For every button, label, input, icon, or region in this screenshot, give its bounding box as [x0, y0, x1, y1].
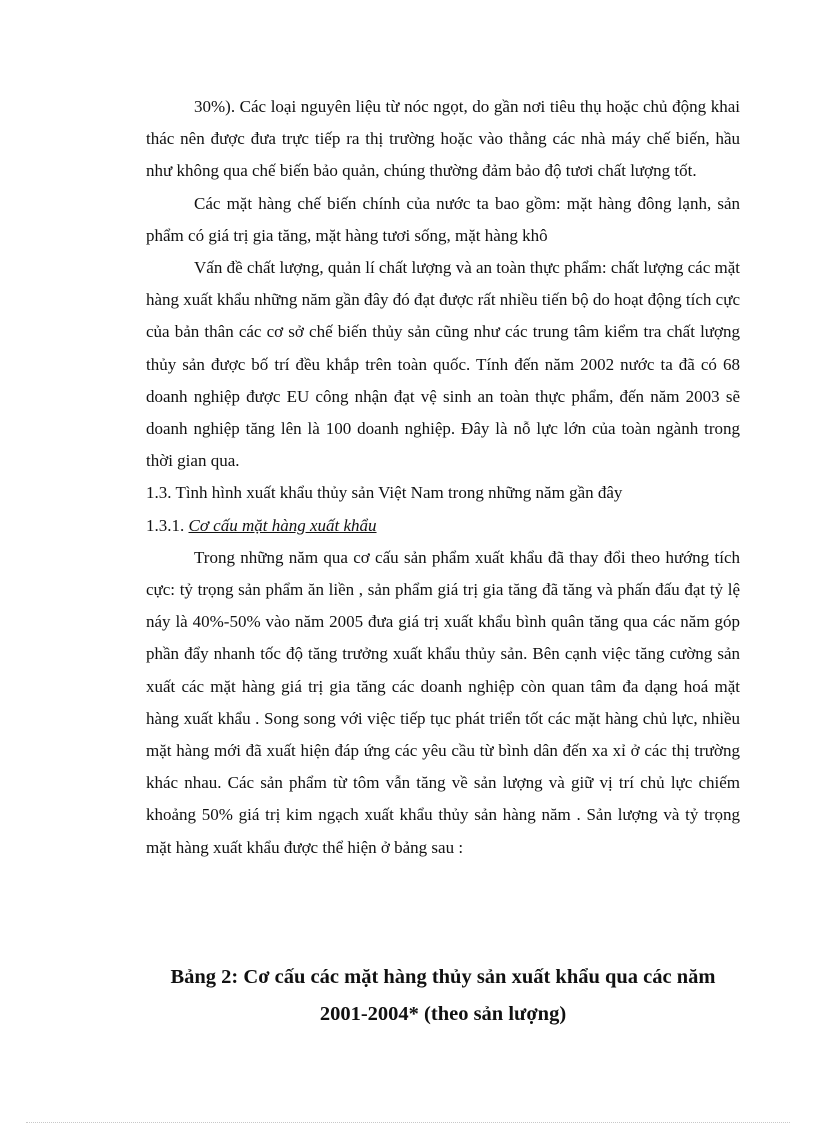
table-caption-line-2: 2001-2004* (theo sản lượng) [319, 1003, 567, 1025]
section-number: 1.3.1. [146, 515, 189, 535]
document-page [146, 91, 740, 1025]
section-subtitle: Cơ cấu mặt hàng xuất khẩu [188, 515, 377, 535]
paragraph-main-products: Các mặt hàng chế biến chính của nước ta bao gồm: mặt hàng đông lạnh, sản phẩm có giá trị gia tăng, mặt hàng tươi sống, mặt hàng khô [146, 193, 740, 245]
paragraph-export-structure: Trong những năm qua cơ cấu sản phẩm xuất khẩu đã thay đổi theo hướng tích cực: tỷ trọng sản phẩm ăn liền , sản phẩm giá trị gia tăng đã tăng và phấn đấu đạt tỷ lệ náy là 40%-50% vào năm 2005 đưa giá trị xuất khẩu bình quân tăng qua các năm góp phần đẩy nhanh tốc độ tăng trưởng xuất khẩu thủy sản. Bên cạnh việc tăng cường sản xuất các mặt hàng giá trị gia tăng các doanh nghiệp còn quan tâm đa dạng hoá mặt hàng xuất khẩu . Song song với việc tiếp tục phát triển tốt các mặt hàng chủ lực, nhiều mặt hàng mới đã xuất hiện đáp ứng các yêu cầu từ bình dân đến xa xỉ ở các thị trường khác nhau. Các sản phẩm từ tôm vẫn tăng về sản lượng và giữ vị trí chủ lực chiếm khoảng 50% giá trị kim ngạch xuất khẩu thủy sản hàng năm . Sản lượng và tỷ trọng mặt hàng xuất khẩu được thể hiện ở bảng sau : [146, 547, 740, 857]
section-heading-1-3: 1.3. Tình hình xuất khẩu thủy sản Việt Nam trong những năm gần đây [146, 483, 623, 503]
section-heading-1-3-1 [146, 510, 740, 542]
table-caption [146, 959, 740, 1033]
table-caption-line-1: Bảng 2: Cơ cấu các mặt hàng thủy sản xuất khẩu qua các năm [170, 966, 716, 988]
paragraph-quality-safety: Vấn đề chất lượng, quản lí chất lượng và an toàn thực phẩm: chất lượng các mặt hàng xuất khẩu những năm gần đây đó đạt được rất nhiều tiến bộ do hoạt động tích cực của bản thân các cơ sở chế biến thủy sản cũng như các trung tâm kiểm tra chất lượng thủy sản được bố trí đều khắp trên toàn quốc. Tính đến năm 2002 nước ta đã có 68 doanh nghiệp được EU công nhận đạt vệ sinh an toàn thực phẩm, đến năm 2003 sẽ doanh nghiệp tăng lên là 100 doanh nghiệp. Đây là nỗ lực lớn của toàn ngành trong thời gian qua. [146, 258, 740, 471]
paragraph-raw-material: 30%). Các loại nguyên liệu từ nóc ngọt, do gần nơi tiêu thụ hoặc chủ động khai thác nên được đưa trực tiếp ra thị trường hoặc vào thẳng các nhà máy chế biến, hầu như không qua chế biến bảo quản, chúng thường đảm bảo độ tươi chất lượng tốt. [146, 97, 740, 181]
